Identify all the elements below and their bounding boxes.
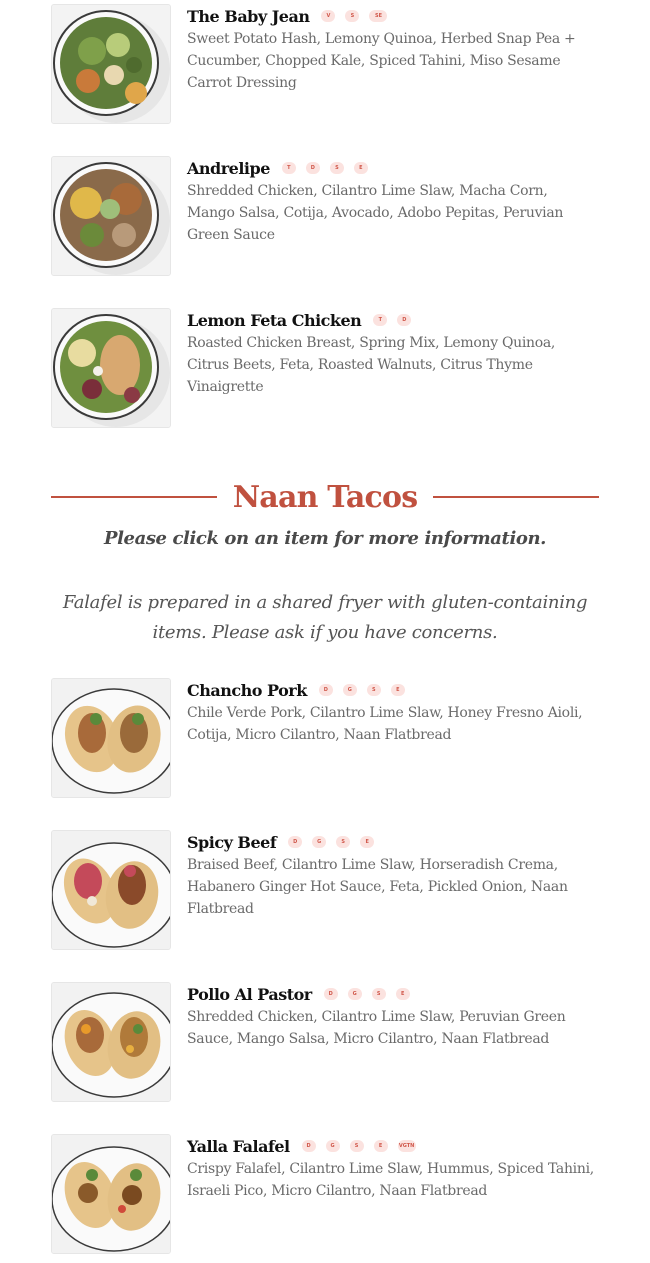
item-description: Braised Beef, Cilantro Lime Slaw, Horseradish Crema, Habanero Ginger Hot Sauce, Feta, Pickled Onion, Naan Flatbread: [187, 857, 568, 917]
taco-photo-image: [51, 982, 171, 1102]
dietary-badge: D: [324, 988, 338, 1000]
section-header-naan-tacos: [51, 476, 599, 520]
dietary-badge: D: [288, 836, 302, 848]
menu-item-spicy-beef[interactable]: [51, 830, 611, 950]
dietary-badge: SE: [369, 10, 387, 22]
dietary-badge: E: [360, 836, 374, 848]
section-instruction: Please click on an item for more information.: [103, 528, 547, 549]
dietary-badge: E: [374, 1140, 388, 1152]
item-description: Roasted Chicken Breast, Spring Mix, Lemony Quinoa, Citrus Beets, Feta, Roasted Walnuts, Citrus Thyme Vinaigrette: [187, 335, 556, 395]
dietary-badge: V: [321, 10, 335, 22]
bowl-photo-image: [51, 308, 171, 428]
dietary-badge: VGTN: [398, 1140, 416, 1152]
dietary-badge: D: [306, 162, 320, 174]
dietary-badge: S: [372, 988, 386, 1000]
item-name: Pollo Al Pastor: [187, 984, 312, 1004]
dietary-badges: [315, 684, 411, 696]
allergen-note: Falafel is prepared in a shared fryer with gluten-containing items. Please ask if you have concerns.: [62, 592, 588, 643]
dietary-badge: T: [373, 314, 387, 326]
dietary-badge: D: [302, 1140, 316, 1152]
dietary-badges: [320, 988, 416, 1000]
taco-photo-image: [51, 830, 171, 950]
item-description: Sweet Potato Hash, Lemony Quinoa, Herbed Snap Pea + Cucumber, Chopped Kale, Spiced Tahini, Miso Sesame Carrot Dressing: [187, 31, 576, 91]
section-title: Naan Tacos: [232, 480, 418, 515]
bowl-photo-image: [51, 156, 171, 276]
item-name: Lemon Feta Chicken: [187, 310, 362, 330]
menu-item-pollo-al-pastor[interactable]: [51, 982, 611, 1102]
dietary-badge: S: [350, 1140, 364, 1152]
dietary-badge: E: [391, 684, 405, 696]
menu-item-andrelipe[interactable]: [51, 156, 611, 276]
item-name: Yalla Falafel: [187, 1136, 290, 1156]
item-description: Shredded Chicken, Cilantro Lime Slaw, Peruvian Green Sauce, Mango Salsa, Micro Cilantro, Naan Flatbread: [187, 1009, 566, 1047]
dietary-badge: G: [326, 1140, 340, 1152]
menu-item-yalla-falafel[interactable]: [51, 1134, 611, 1254]
dietary-badge: T: [282, 162, 296, 174]
dietary-badges: [284, 836, 380, 848]
dietary-badge: S: [330, 162, 344, 174]
dietary-badge: S: [336, 836, 350, 848]
item-name: Spicy Beef: [187, 832, 277, 852]
bowl-photo-image: [51, 4, 171, 124]
dietary-badges: [298, 1140, 422, 1152]
divider-line: [433, 496, 599, 498]
item-description: Crispy Falafel, Cilantro Lime Slaw, Hummus, Spiced Tahini, Israeli Pico, Micro Cilantro, Naan Flatbread: [187, 1161, 594, 1199]
dietary-badges: [369, 314, 417, 326]
item-name: Chancho Pork: [187, 680, 307, 700]
item-name: Andrelipe: [187, 158, 270, 178]
dietary-badge: D: [319, 684, 333, 696]
menu-item-chancho-pork[interactable]: [51, 678, 611, 798]
dietary-badge: G: [312, 836, 326, 848]
dietary-badges: [278, 162, 374, 174]
dietary-badge: E: [396, 988, 410, 1000]
menu-item-lemon-feta-chicken[interactable]: [51, 308, 611, 428]
dietary-badge: S: [345, 10, 359, 22]
dietary-badge: E: [354, 162, 368, 174]
menu-item-the-baby-jean[interactable]: [51, 4, 611, 124]
dietary-badge: G: [348, 988, 362, 1000]
dietary-badges: [317, 10, 393, 22]
dietary-badge: S: [367, 684, 381, 696]
taco-photo-image: [51, 678, 171, 798]
dietary-badge: D: [397, 314, 411, 326]
item-name: The Baby Jean: [187, 6, 310, 26]
item-description: Chile Verde Pork, Cilantro Lime Slaw, Honey Fresno Aioli, Cotija, Micro Cilantro, Naan Flatbread: [187, 705, 583, 743]
taco-photo-image: [51, 1134, 171, 1254]
dietary-badge: G: [343, 684, 357, 696]
item-description: Shredded Chicken, Cilantro Lime Slaw, Macha Corn, Mango Salsa, Cotija, Avocado, Adobo Pepitas, Peruvian Green Sauce: [187, 183, 564, 243]
